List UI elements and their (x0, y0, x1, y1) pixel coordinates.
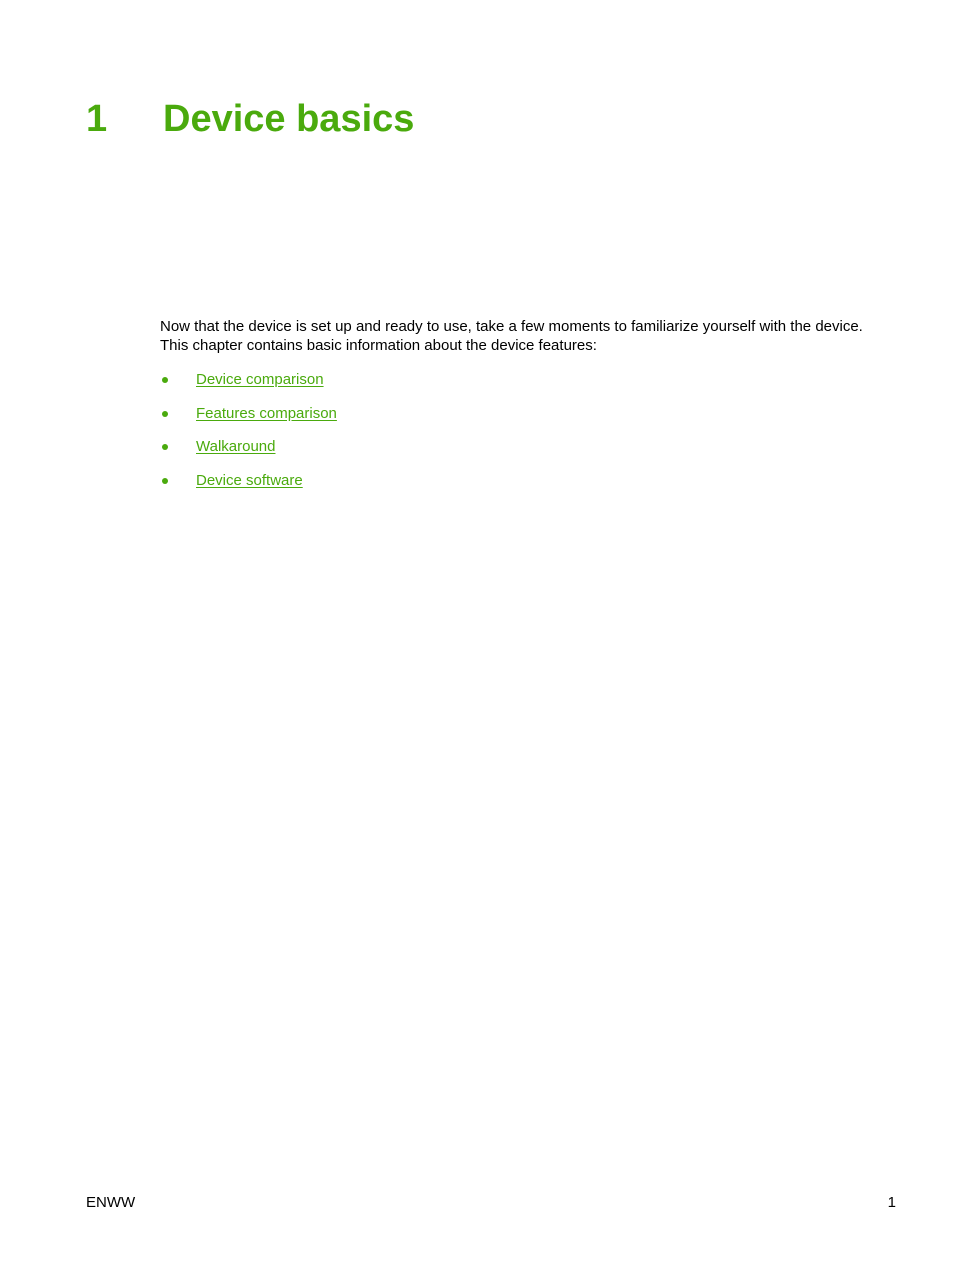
chapter-number: 1 (86, 98, 108, 140)
list-item (160, 404, 337, 423)
list-item (160, 370, 337, 389)
list-item (160, 437, 337, 456)
bullet-icon (162, 377, 168, 383)
intro-paragraph: Now that the device is set up and ready to use, take a few moments to familiarize yourself with the device. This chapter contains basic information about the device features: (160, 318, 863, 354)
chapter-heading (86, 96, 414, 142)
link-features-comparison[interactable]: Features comparison (196, 404, 337, 422)
bullet-icon (162, 411, 168, 417)
link-device-comparison[interactable]: Device comparison (196, 371, 324, 388)
chapter-topics-list (160, 370, 337, 505)
list-item (160, 471, 337, 490)
chapter-title: Device basics (163, 98, 415, 140)
link-walkaround[interactable]: Walkaround (196, 438, 276, 456)
bullet-icon (162, 478, 168, 484)
bullet-icon (162, 444, 168, 450)
link-device-software[interactable]: Device software (196, 472, 303, 490)
footer-label: ENWW (86, 1194, 136, 1211)
page-number: 1 (887, 1194, 896, 1211)
